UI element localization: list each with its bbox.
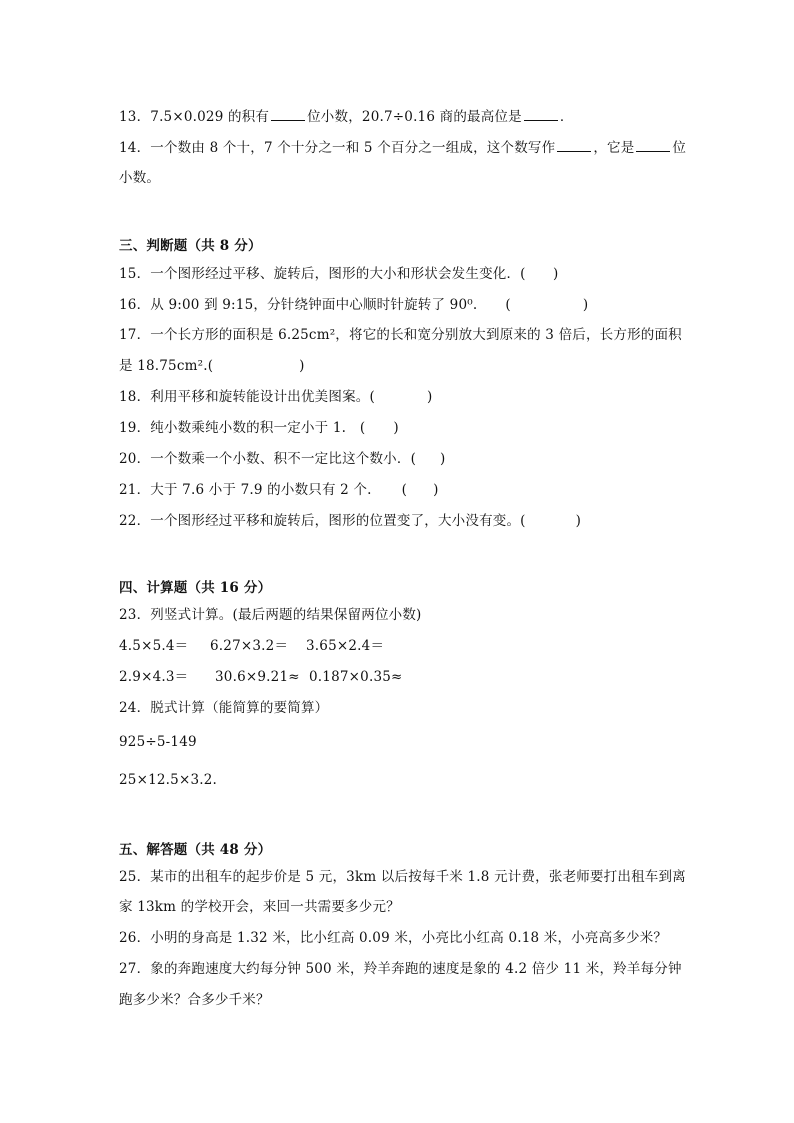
question-26: 26．小明的身高是 1.32 米，比小红高 0.09 米，小亮比小红高 0.18 米，小亮高多少米？ xyxy=(119,930,668,946)
section-5-header: 五、解答题（共 48 分） xyxy=(119,842,272,858)
question-14: 14．一个数由 8 个十，7 个十分之一和 5 个百分之一组成，这个数写作 ，它是 位 xyxy=(119,140,687,156)
question-number: 14． xyxy=(119,140,151,156)
question-23: 23．列竖式计算。(最后两题的结果保留两位小数) xyxy=(119,607,422,623)
question-20: 20．一个数乘一个小数、积不一定比这个数小．( ) xyxy=(119,451,446,467)
question-14-cont: 小数。 xyxy=(119,170,161,186)
question-27: 27．象的奔跑速度大约每分钟 500 米，羚羊奔跑的速度是象的 4.2 倍少 11 米，羚羊每分钟 xyxy=(119,961,682,977)
question-19: 19．纯小数乘纯小数的积一定小于 1. ( ) xyxy=(119,420,399,436)
answer-blank[interactable] xyxy=(524,108,558,121)
question-18: 18．利用平移和旋转能设计出优美图案。( ) xyxy=(119,389,433,405)
expression-1: 925÷5-149 xyxy=(119,734,197,750)
question-25-cont: 家 13km 的学校开会，来回一共需要多少元？ xyxy=(119,899,400,915)
section-3-header: 三、判断题（共 8 分） xyxy=(119,238,262,254)
answer-blank[interactable] xyxy=(271,108,305,121)
question-25: 25．某市的出租车的起步价是 5 元，3km 以后按每千米 1.8 元计费，张老师要打出租车到离 xyxy=(119,869,686,885)
question-17: 17．一个长方形的面积是 6.25cm²，将它的长和宽分别放大到原来的 3 倍后，长方形的面积 xyxy=(119,327,682,343)
question-24: 24．脱式计算（能简算的要简算） xyxy=(119,700,329,716)
question-15: 15．一个图形经过平移、旋转后，图形的大小和形状会发生变化．( ) xyxy=(119,266,559,282)
question-13: 13．7.5×0.029 的积有 位小数，20.7÷0.16 商的最高位是 ． xyxy=(119,109,574,125)
question-17-cont: 是 18.75cm².( ) xyxy=(119,358,305,374)
question-21: 21．大于 7.6 小于 7.9 的小数只有 2 个. ( ) xyxy=(119,482,439,498)
question-22: 22．一个图形经过平移和旋转后，图形的位置变了，大小没有变。( ) xyxy=(119,513,582,529)
section-4-header: 四、计算题（共 16 分） xyxy=(119,580,272,596)
answer-blank[interactable] xyxy=(557,139,591,152)
calc-row-1: 4.5×5.4＝ 6.27×3.2＝ 3.65×2.4＝ xyxy=(119,638,385,654)
calc-row-2: 2.9×4.3＝ 30.6×9.21≈ 0.187×0.35≈ xyxy=(119,669,403,685)
question-27-cont: 跑多少米？合多少千米？ xyxy=(119,992,270,1008)
answer-blank[interactable] xyxy=(636,139,670,152)
question-16: 16．从 9:00 到 9:15，分针绕钟面中心顺时针旋转了 90⁰. ( ) xyxy=(119,297,589,313)
expression-2: 25×12.5×3.2. xyxy=(119,772,218,788)
question-number: 13． xyxy=(119,109,151,125)
